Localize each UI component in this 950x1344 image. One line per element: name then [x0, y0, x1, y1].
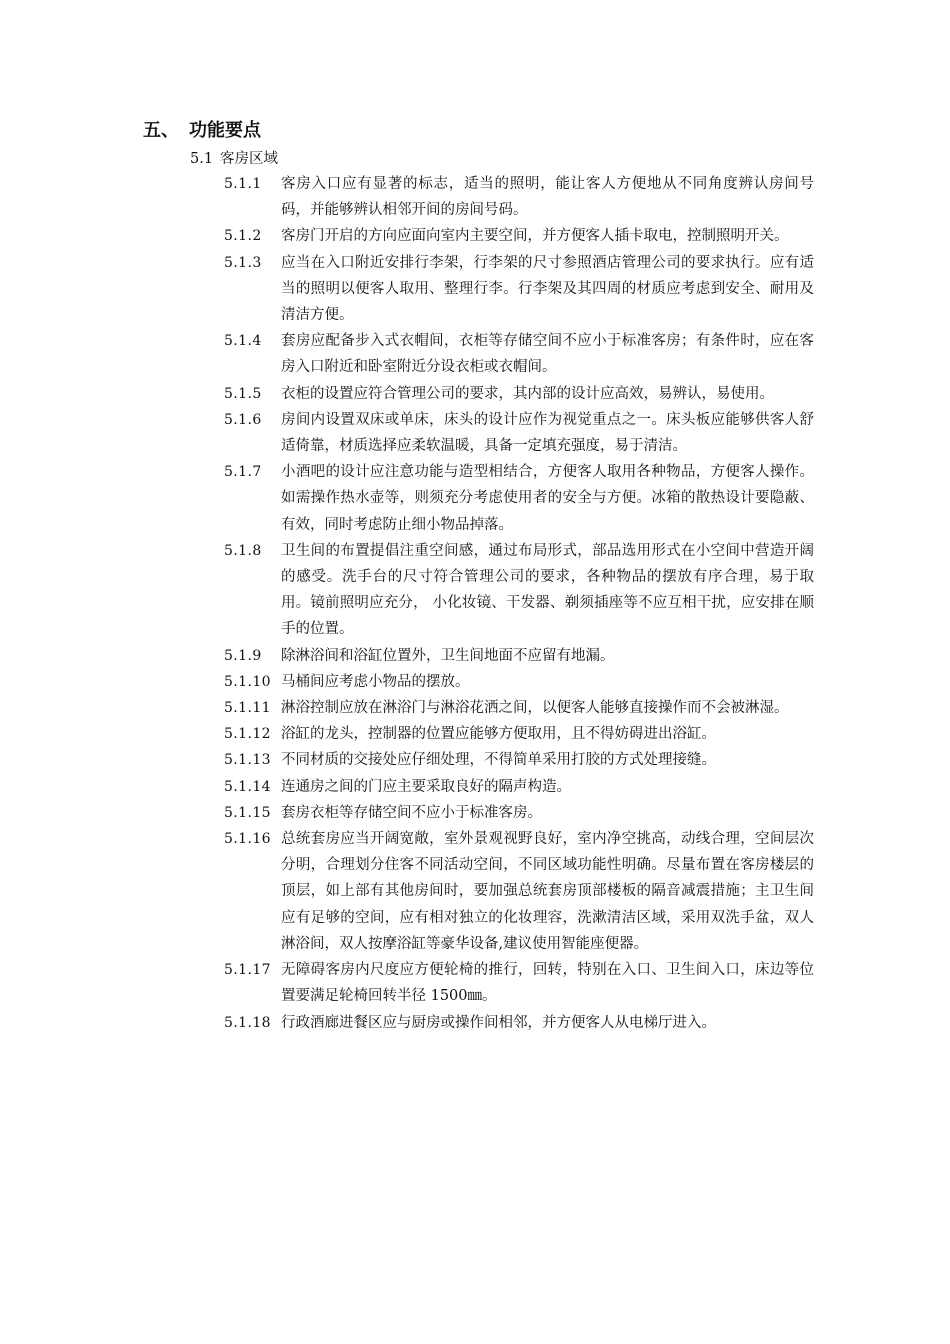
- clause-number: 5.1.9: [224, 647, 262, 664]
- clause-text: 总统套房应当开阔宽敞，室外景观视野良好，室内净空挑高，动线合理，空间层次分明，合理划分住客不同活动空间，不同区域功能性明确。尽量布置在客房楼层的顶层，如上部有其他房间时，要加强总统套房顶部楼板的隔音减震措施；主卫生间应有足够的空间，应有相对独立的化妆理容，洗漱清洁区域，采用双洗手盆，双人淋浴间，双人按摩浴缸等豪华设备,建议使用智能座便器。: [281, 831, 814, 952]
- clause-item: [224, 695, 814, 721]
- clause-text: 连通房之间的门应主要采取良好的隔声构造。: [281, 778, 571, 795]
- clause-item: [224, 250, 814, 329]
- clause-item: [224, 800, 814, 826]
- clause-item: [224, 538, 814, 643]
- section-heading: [143, 118, 261, 144]
- clause-number: 5.1.10: [224, 673, 271, 690]
- clause-item: [224, 669, 814, 695]
- clause-number: 5.1.12: [224, 726, 271, 743]
- clause-item: [224, 223, 814, 249]
- clause-text: 套房应配备步入式衣帽间，衣柜等存储空间不应小于标准客房；有条件时，应在客房入口附近和卧室附近分设衣柜或衣帽间。: [281, 333, 814, 376]
- clause-text: 无障碍客房内尺度应方便轮椅的推行，回转，特别在入口、卫生间入口，床边等位置要满足轮椅回转半径 1500㎜。: [281, 962, 814, 1005]
- section-number: 五、: [143, 120, 179, 141]
- clause-number: 5.1.15: [224, 804, 271, 821]
- clause-number: 5.1.13: [224, 752, 271, 769]
- clause-text: 应当在入口附近安排行李架，行李架的尺寸参照酒店管理公司的要求执行。应有适当的照明以便客人取用、整理行李。行李架及其四周的材质应考虑到安全、耐用及清洁方便。: [281, 254, 814, 324]
- clause-number: 5.1.1: [224, 176, 262, 192]
- clause-item: [224, 381, 814, 407]
- clause-text: 衣柜的设置应符合管理公司的要求，其内部的设计应高效，易辨认，易使用。: [281, 385, 774, 402]
- clause-item: [224, 721, 814, 747]
- subsection-heading: [190, 148, 278, 170]
- clause-text: 卫生间的布置提倡注重空间感，通过布局形式，部品选用形式在小空间中营造开阔的感受。洗手台的尺寸符合管理公司的要求，各种物品的摆放有序合理，易于取用。镜前照明应充分， 小化妆镜、干发器、剃须插座等不应互相干扰，应安排在顺手的位置。: [281, 542, 814, 638]
- clause-text: 不同材质的交接处应仔细处理，不得简单采用打胶的方式处理接缝。: [281, 752, 716, 769]
- clause-list: [224, 171, 814, 1036]
- clause-item: [224, 171, 814, 223]
- clause-text: 客房门开启的方向应面向室内主要空间，并方便客人插卡取电，控制照明开关。: [281, 228, 789, 245]
- clause-number: 5.1.14: [224, 778, 271, 795]
- clause-number: 5.1.2: [224, 228, 262, 245]
- clause-number: 5.1.16: [224, 831, 271, 848]
- clause-item: [224, 1010, 814, 1036]
- clause-text: 除淋浴间和浴缸位置外，卫生间地面不应留有地漏。: [281, 647, 615, 664]
- clause-text: 小酒吧的设计应注意功能与造型相结合，方便客人取用各种物品，方便客人操作。如需操作热水壶等，则须充分考虑使用者的安全与方便。冰箱的散热设计要隐蔽、有效，同时考虑防止细小物品掉落。: [281, 464, 814, 533]
- clause-text: 房间内设置双床或单床，床头的设计应作为视觉重点之一。床头板应能够供客人舒适倚靠，材质选择应柔软温暖，具备一定填充强度，易于清洁。: [281, 411, 814, 455]
- clause-text: 马桶间应考虑小物品的摆放。: [281, 673, 470, 690]
- clause-item: [224, 328, 814, 380]
- clause-number: 5.1.5: [224, 385, 262, 402]
- clause-number: 5.1.6: [224, 411, 262, 428]
- clause-number: 5.1.7: [224, 464, 262, 481]
- clause-number: 5.1.4: [224, 333, 262, 350]
- clause-number: 5.1.8: [224, 542, 262, 559]
- clause-item: [224, 459, 814, 538]
- subsection-number: 5.1: [190, 151, 214, 167]
- clause-text: 行政酒廊进餐区应与厨房或操作间相邻，并方便客人从电梯厅进入。: [281, 1014, 716, 1031]
- clause-number: 5.1.3: [224, 254, 262, 271]
- clause-item: [224, 747, 814, 773]
- clause-number: 5.1.18: [224, 1014, 271, 1031]
- clause-number: 5.1.17: [224, 962, 271, 979]
- subsection-title: 客房区域: [220, 151, 278, 167]
- clause-text: 淋浴控制应放在淋浴门与淋浴花洒之间，以便客人能够直接操作而不会被淋湿。: [281, 700, 789, 717]
- clause-text: 客房入口应有显著的标志，适当的照明，能让客人方便地从不同角度辨认房间号码，并能够辨认相邻开间的房间号码。: [281, 176, 814, 219]
- clause-text: 浴缸的龙头，控制器的位置应能够方便取用，且不得妨碍进出浴缸。: [281, 726, 716, 743]
- clause-text: 套房衣柜等存储空间不应小于标准客房。: [281, 804, 542, 821]
- section-title: 功能要点: [189, 120, 261, 141]
- clause-item: [224, 957, 814, 1009]
- clause-item: [224, 407, 814, 459]
- clause-item: [224, 774, 814, 800]
- clause-item: [224, 643, 814, 669]
- clause-item: [224, 826, 814, 957]
- clause-number: 5.1.11: [224, 700, 271, 717]
